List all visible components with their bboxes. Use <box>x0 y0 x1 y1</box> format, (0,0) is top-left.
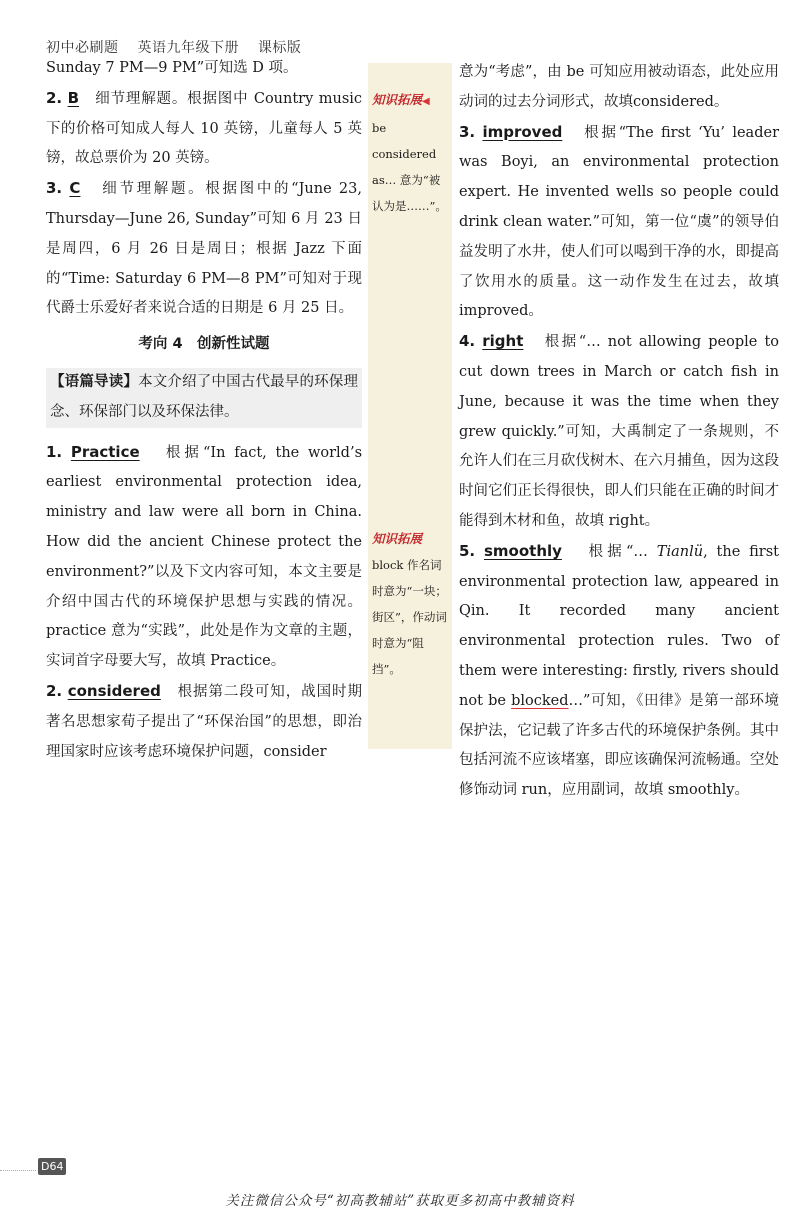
note1-title: 知识拓展 <box>372 92 423 107</box>
a5-explanation-b: , the first environmental protection law, appeared in Qin. It recorded many ancient environmental protection rules. Two of them were interesting: firstly, rivers should not be <box>459 543 780 709</box>
pointer-arrow-icon: ◀ <box>422 96 430 107</box>
a2-explanation: 根据第二段可知，战国时期著名思想家荀子提出了“环保治国”的思想，即治理国家时应该考虑环境保护问题，consider <box>46 683 363 760</box>
a2-answer: considered <box>67 681 161 700</box>
guide-text: 本文介绍了中国古代最早的环保理念、环保部门以及环保法律。 <box>50 373 359 420</box>
subject-title: 英语九年级下册 <box>137 40 239 56</box>
section-heading: 考向 4 创新性试题 <box>138 336 270 353</box>
page-number: D64 <box>38 1158 66 1175</box>
edition-label: 课标版 <box>257 40 302 56</box>
q2-explanation: 细节理解题。根据图中 Country music 下的价格可知成人每人 10 英镑，儿童每人 5 英镑，故总票价为 20 英镑。 <box>46 90 363 167</box>
continued-text-right: 意为“考虑”，由 be 可知应用被动语态，此处应用动词的过去分词形式，故填considered。 <box>459 64 779 110</box>
series-title: 初中必刷题 <box>46 40 119 56</box>
answer-a4 <box>459 327 779 537</box>
guide-tag: 【语篇导读】 <box>50 373 139 390</box>
a5-explanation-c: …”可知，《田律》是第一部环境保护法，它记载了许多古代的环境保护条例。其中包括河流不应该堵塞，即应该确保河流畅通。空处修饰动词 run，应用副词，故填 smoothly。 <box>459 692 779 799</box>
answer-q3 <box>46 174 362 324</box>
a5-italic-term: Tianlü <box>656 543 704 560</box>
note2-text: block 作名词时意为“一块；街区”，作动词时意为“阻挡”。 <box>372 558 447 676</box>
q2-number: 2. <box>46 88 63 107</box>
a5-blocked-word: blocked <box>511 692 569 709</box>
right-column <box>459 58 779 806</box>
q2-answer: B <box>67 88 80 107</box>
a1-explanation: 根据“In fact, the world’s earliest environmental protection idea, ministry and law were all born in China. How did the ancient Chinese protect the environment?”以及下文内容可知，本文主要是介绍中国古代的环境保护思想与实践的情况。practice 意为“实践”，此处是作为文章的主题，实词首字母要大写，故填 Practice。 <box>46 444 363 670</box>
a1-number: 1. <box>46 442 63 461</box>
a5-explanation-a: 根据“… <box>588 543 657 560</box>
answer-a3 <box>459 118 779 328</box>
knowledge-note-2 <box>372 526 450 682</box>
q3-explanation: 细节理解题。根据图中的“June 23, Thursday—June 26, Sunday”可知 6 月 23 日是周四，6 月 26 日是周日；根据 Jazz 下面的“Time: Saturday 6 PM—8 PM”可知对于现代爵士乐爱好者来说合适的日期是 6 月 25 日。 <box>46 181 362 317</box>
answer-a5 <box>459 537 779 806</box>
a4-number: 4. <box>459 332 476 351</box>
passage-guide <box>46 368 362 428</box>
a3-explanation: 根据“The first ‘Yu’ leader was Boyi, an environmental protection expert. He invented wells so people could drink clean water.”可知，第一位“虞”的领导伯益发明了水井，使人们可以喝到干净的水，即提高了饮用水的质量。这一动作发生在过去，故填improved。 <box>459 124 779 320</box>
a4-explanation: 根据“… not allowing people to cut down trees in March or catch fish in June, because it was the time when they grew quickly.”可知，大禹制定了一条规则，不允许人们在三月砍伐树木、在六月捕鱼，因为这段时间它们正长得很快，即人们只能在正确的时间才能得到木材和鱼，故填 right。 <box>459 334 780 529</box>
a2-number: 2. <box>46 681 63 700</box>
a4-answer: right <box>482 332 524 351</box>
a5-number: 5. <box>459 541 476 560</box>
margin-dotted-line <box>0 1170 36 1171</box>
knowledge-sidebar <box>368 63 452 749</box>
knowledge-note-1 <box>372 87 450 219</box>
note2-title: 知识拓展 <box>372 531 423 546</box>
q3-answer: C <box>69 179 81 198</box>
a1-answer: Practice <box>70 442 140 461</box>
continued-text: Sunday 7 PM—9 PM”可知选 D 项。 <box>46 60 298 76</box>
answer-q2 <box>46 84 362 174</box>
footer-note: 关注微信公众号“初高教辅站”获取更多初高中教辅资料 <box>225 1193 575 1209</box>
note1-text: be considered as… 意为“被认为是……”。 <box>372 121 447 213</box>
left-column <box>46 54 362 767</box>
answer-a1 <box>46 438 362 677</box>
answer-a2 <box>46 677 362 767</box>
a5-answer: smoothly <box>484 541 562 560</box>
q3-number: 3. <box>46 179 63 198</box>
a3-number: 3. <box>459 122 476 141</box>
a3-answer: improved <box>482 122 563 141</box>
